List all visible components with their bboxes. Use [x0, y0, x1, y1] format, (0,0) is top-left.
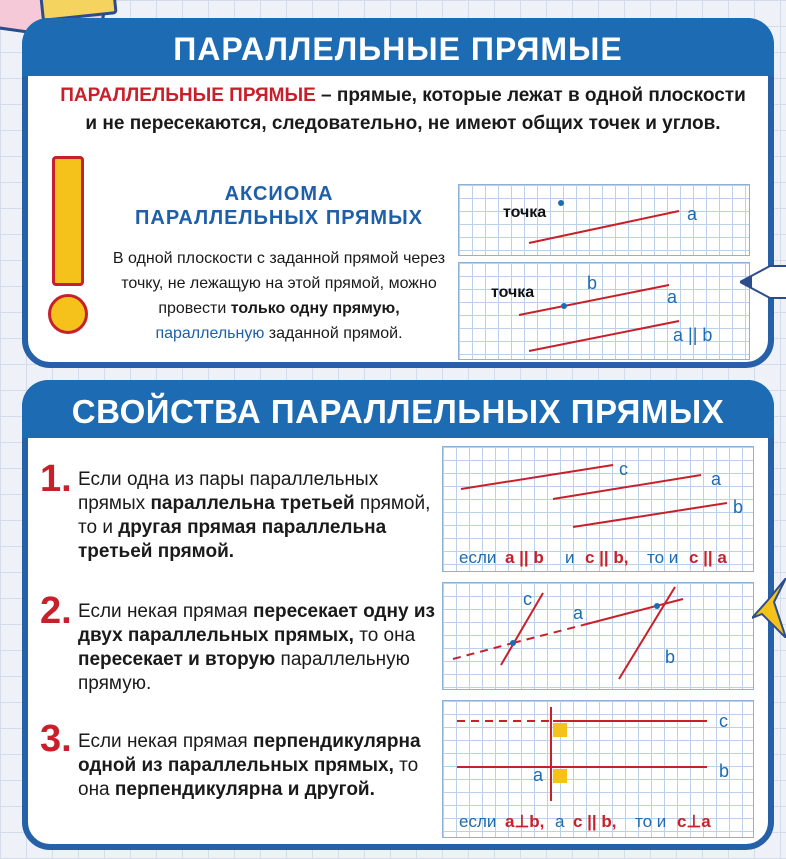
- prop1-b1: параллельна третьей: [150, 493, 355, 514]
- axiom-text-2: заданной прямой.: [264, 325, 403, 342]
- definition: [58, 82, 748, 138]
- line-a-label: a: [533, 765, 544, 785]
- line-a-label: a: [687, 204, 698, 224]
- prop1-t1: Если одна из пары параллельных прямых: [78, 469, 379, 514]
- relation-label: a || b: [673, 325, 713, 345]
- axiom-title-line1: АКСИОМА: [224, 183, 334, 205]
- caption-cb: c || b,: [585, 548, 629, 567]
- star-icon: [752, 578, 786, 638]
- line-c: [501, 593, 543, 665]
- prop1-number: 1.: [40, 458, 72, 500]
- axiom-figure-2: [458, 262, 750, 360]
- section1-title: ПАРАЛЛЕЛЬНЫЕ ПРЯМЫЕ: [22, 18, 774, 76]
- line-b-label: b: [719, 761, 730, 781]
- caption-ab: a || b: [505, 548, 544, 567]
- line-b-label: b: [733, 497, 744, 517]
- axiom-title: [94, 182, 464, 230]
- section2-title: СВОЙСТВА ПАРАЛЛЕЛЬНЫХ ПРЯМЫХ: [22, 380, 774, 438]
- prop2-figure-svg: [443, 583, 753, 689]
- prop2-figure: [442, 582, 754, 690]
- axiom-text-bold: только одну прямую,: [230, 300, 400, 317]
- axiom-figure-1: [458, 184, 750, 256]
- line-a-label: a: [573, 603, 584, 623]
- prop1-figure: [442, 446, 754, 572]
- line-c-label: c: [523, 589, 532, 609]
- prop3-caption: [459, 812, 711, 831]
- axiom-title-line2: ПАРАЛЛЕЛЬНЫХ ПРЯМЫХ: [135, 207, 423, 229]
- caption-ab: a⊥b,: [505, 812, 545, 831]
- line-b-label: b: [587, 273, 598, 293]
- prop1-b2: другая прямая параллельна третьей прямой.: [78, 517, 387, 562]
- caption-ca: c || a: [689, 548, 727, 567]
- prop2-b1: пересекает одну из двух параллельных прямых,: [78, 601, 435, 646]
- intersection-c-a: [510, 640, 516, 646]
- prop2-t2: то она: [353, 625, 416, 646]
- right-angle-c: [553, 723, 567, 737]
- prop2-number: 2.: [40, 590, 72, 632]
- axiom-figure-2-svg: [459, 263, 749, 359]
- prop3-t1: Если некая прямая: [78, 731, 253, 752]
- point-dot-2: [561, 303, 567, 309]
- properties-panel: [22, 380, 774, 850]
- prop2-t3: параллельную прямую.: [78, 649, 410, 694]
- point-label: точка: [503, 204, 547, 221]
- prop1-caption: [459, 548, 727, 567]
- intersection-b-a: [654, 603, 660, 609]
- prop2-text: [78, 600, 448, 696]
- prop1-figure-svg: [443, 447, 753, 571]
- line-a: [583, 599, 683, 625]
- definition-term: ПАРАЛЛЕЛЬНЫЕ ПРЯМЫЕ: [60, 85, 316, 106]
- prop2-t1: Если некая прямая: [78, 601, 253, 622]
- prop1-t2: прямой, то и: [78, 493, 431, 538]
- point-dot: [558, 200, 564, 206]
- line-a-2: [529, 321, 679, 351]
- caption-and: и: [565, 548, 575, 567]
- line-a-label-2: a: [667, 287, 678, 307]
- line-c-label: c: [719, 711, 728, 731]
- line-a-label: a: [711, 469, 722, 489]
- parallel-lines-panel: [22, 18, 774, 368]
- line-a-dashed: [453, 643, 513, 659]
- prop3-figure-svg: [443, 701, 753, 837]
- axiom-figure-1-svg: [459, 185, 749, 255]
- right-angle-b: [553, 769, 567, 783]
- caption-a: а: [555, 812, 565, 831]
- prop3-figure: [442, 700, 754, 838]
- caption-cb: c || b,: [573, 812, 617, 831]
- line-b: [573, 503, 727, 527]
- prop3-text: [78, 730, 448, 802]
- prop3-b1: перпендикулярна одной из параллельных прямых,: [78, 731, 421, 776]
- caption-then: то и: [647, 548, 679, 567]
- axiom-text-blue: параллельную: [155, 325, 265, 342]
- prop3-b2: перпендикулярна и другой.: [114, 779, 375, 800]
- point-label-2: точка: [491, 284, 535, 301]
- caption-if: если: [459, 548, 497, 567]
- line-c-label: c: [619, 459, 628, 479]
- prop3-t2: то она: [78, 755, 419, 800]
- caption-then: то и: [635, 812, 667, 831]
- axiom-text-1: В одной плоскости с заданной прямой через точку, не лежащую на этой прямой, можно провести: [112, 250, 446, 317]
- prop3-number: 3.: [40, 718, 72, 760]
- prop2-b2: пересекает и вторую: [78, 649, 276, 670]
- axiom-text: [94, 246, 464, 346]
- prop1-text: [78, 468, 448, 564]
- caption-ca: c⊥a: [677, 812, 711, 831]
- line-a: [529, 211, 679, 243]
- caption-if: если: [459, 812, 497, 831]
- pencil-icon: [740, 262, 786, 302]
- exclamation-dot-icon: [48, 294, 88, 334]
- exclamation-icon: [52, 156, 84, 286]
- definition-rest: – прямые, которые лежат в одной плоскости и не пересекаются, следовательно, не имеют общих точек и углов.: [85, 85, 746, 134]
- line-c: [461, 465, 613, 489]
- line-b-label: b: [665, 647, 676, 667]
